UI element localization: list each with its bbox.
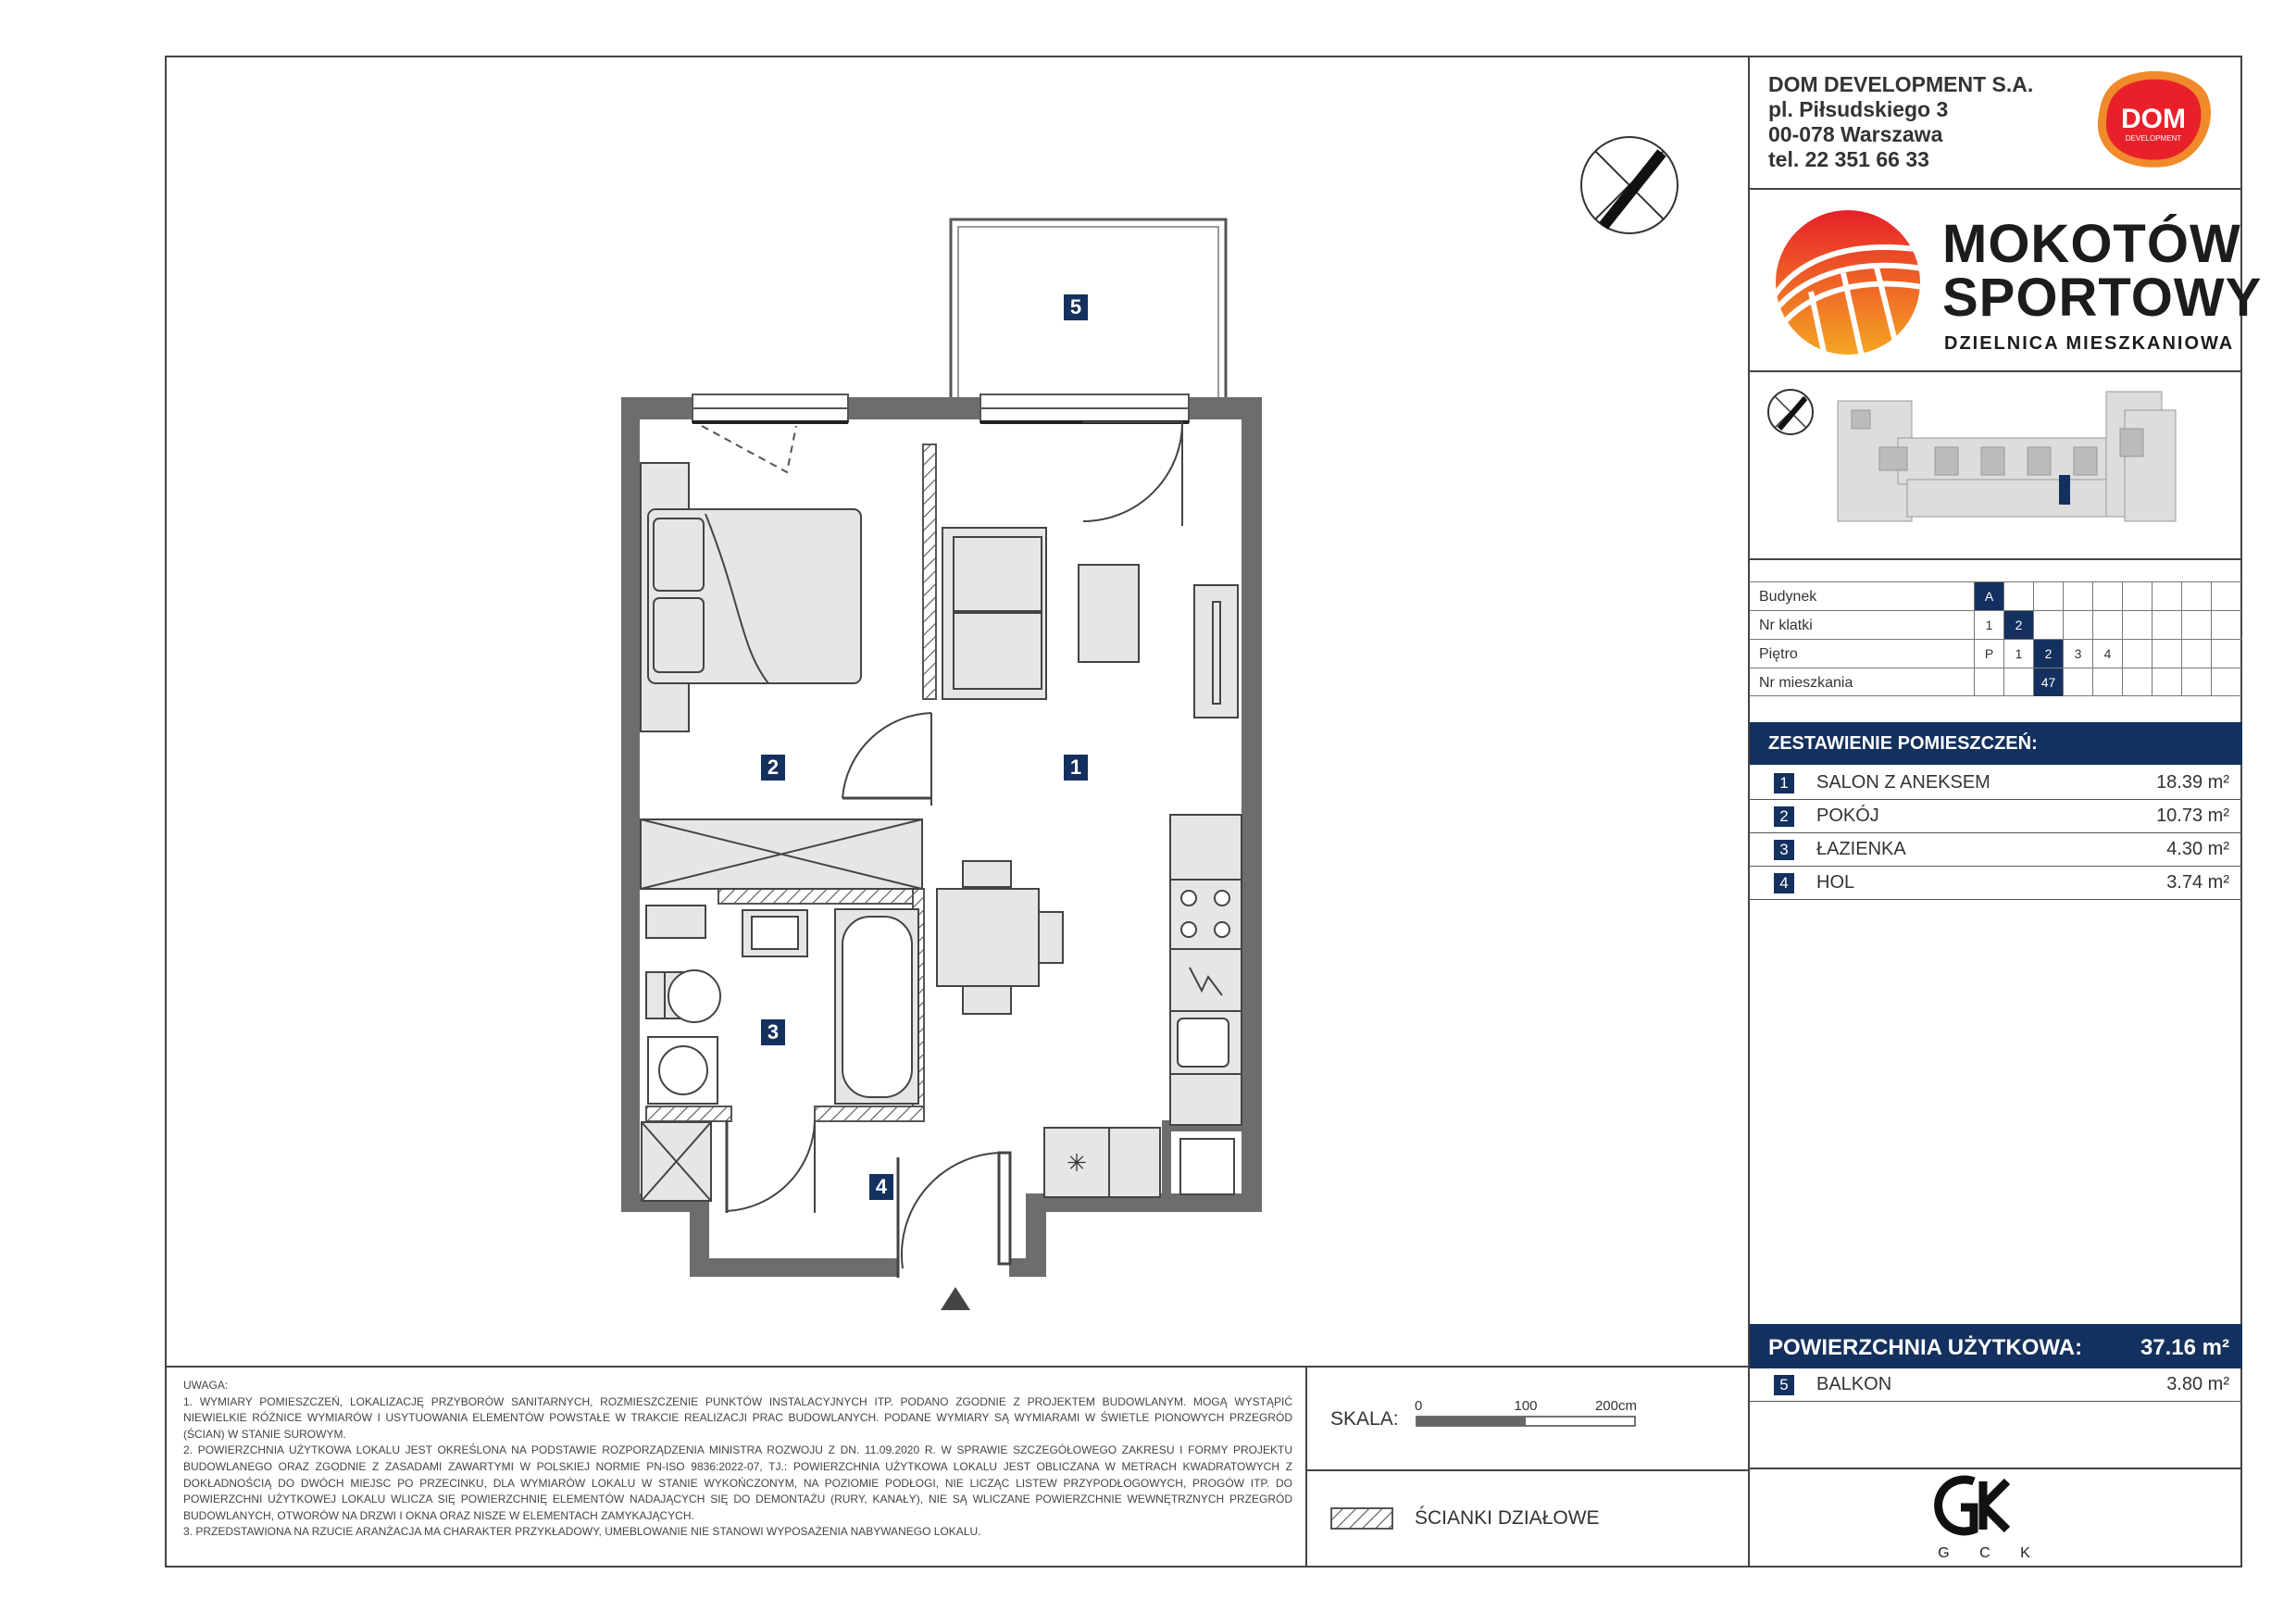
scale-legend-separator: [1305, 1469, 1748, 1471]
rooms-header: ZESTAWIENIE POMIESZCZEŃ:: [1750, 722, 2242, 765]
kitchen: [1044, 815, 1242, 1197]
hatch-legend-icon: [1330, 1507, 1395, 1531]
company-name: DOM DEVELOPMENT S.A.: [1768, 72, 2034, 96]
site-key-plan: [1750, 373, 2242, 558]
wardrobe: [641, 819, 922, 889]
svg-text:DEVELOPMENT: DEVELOPMENT: [2125, 134, 2182, 143]
company-address-1: pl. Piłsudskiego 3: [1768, 97, 1949, 121]
balcony: [951, 219, 1226, 400]
scale-label: SKALA:: [1330, 1408, 1399, 1430]
company-phone: tel. 22 351 66 33: [1768, 147, 1929, 171]
brand-title-2: SPORTOWY: [1942, 268, 2263, 328]
notes: UWAGA: 1. WYMIARY POMIESZCZEŃ, LOKALIZACJĘ PRZYBORÓW SANITARNYCH, ROZMIESZCZENIE PUNKTÓW INSTALACYJNYCH ITP. PODANO ZGODNIE Z PROJEKTEM BUDOWLANYM. MOGĄ WYSTĄPIĆ NIEWIELKIE RÓŻNICE WYMIARÓW I USYTUOWANIA ELEMENTÓW POWSTAŁE W TRAKCIE REALIZACJI PRAC BUDOWLANYCH. PODANE WYMIARY SĄ WYMIARAMI W ŚWIETLE PIONOWYCH PRZEGRÓD (ŚCIAN) W STANIE SUROWYM. 2. POWIERZCHNIA UŻYTKOWA LOKALU JEST OKREŚLONA NA PODSTAWIE ROZPORZĄDZENIA MINISTRA ROZWOJU Z DN. 11.09.2020 R. W SPRAWIE SZCZEGÓŁOWEGO ZAKRESU I FORMY PROJEKTU BUDOWLANEGO ORAZ ZGODNIE Z ZASADAMI ZAWARTYMI W POLSKIEJ NORMIE PN-ISO 9836:2022-07, TJ.: POWIERZCHNIA UŻYTKOWA LOKALU JEST OBLICZANA W METRACH KWADRATOWYCH Z DOKŁADNOŚCIĄ DO DWÓCH MIEJSC PO PRZECINKU, DLA WYMIARÓW LOKALU W STANIE WYKOŃCZONYM, NA POZIOMIE PODŁOGI, NIE LICZĄC LISTEW PRZYPODŁOGOWYCH, PROGÓW ITP. DO POWIERZCHNI UŻYTKOWEJ LOKALU WLICZA SIĘ POWIERZCHNIĘ ELEMENTÓW NADAJĄCYCH SIĘ DO DEMONTAŻU (RURY, KANAŁY), NIE SĄ WLICZANE POWIERZCHNIE WEWNĘTRZNYCH PRZEGRÓD BUDOWLANYCH, OTWORÓW NA DRZWI I OKNA ORAZ NISZE W ELEMENTACH ZAMYKAJĄCYCH. 3. PRZEDSTAWIONA NA RZUCIE ARANŻACJA MA CHARAKTER PRZYKŁADOWY, UMEBLOWANIE NIE STANOWI WYPOSAŻENIA NABYWANEGO LOKALU.: [183, 1379, 1292, 1539]
svg-text:✳: ✳: [1067, 1149, 1087, 1177]
notes-top-line: [165, 1366, 1748, 1368]
plan-label-2: 2: [761, 755, 785, 781]
svg-text:100: 100: [1514, 1398, 1538, 1414]
plan-label-5: 5: [1064, 294, 1088, 320]
selected-unit-marker: [2059, 475, 2070, 505]
svg-text:200cm: 200cm: [1594, 1398, 1637, 1414]
key-plan-compass-icon: [1768, 390, 1813, 434]
svg-text:DOM: DOM: [2121, 104, 2186, 134]
scale-bar: [1415, 1396, 1637, 1443]
svg-text:G C K: G C K: [1938, 1545, 2043, 1561]
floor-plan: [165, 56, 1748, 1366]
bed: [641, 463, 861, 731]
plan-label-1: 1: [1064, 755, 1088, 781]
mokotow-sportowy-brand: [1750, 190, 2263, 371]
compass-icon: [1581, 137, 1678, 233]
bathroom-fixtures: [642, 906, 918, 1201]
grid-row-mieszkanie: Nr mieszkania 47: [1750, 668, 2242, 696]
room-row: 2 POKÓJ 10.73 m²: [1750, 800, 2242, 833]
gck-logo: [1926, 1472, 2055, 1565]
company-info: [1768, 72, 2033, 172]
svg-text:0: 0: [1415, 1398, 1423, 1414]
grid-row-klatka: Nr klatki 1 2: [1750, 610, 2242, 639]
notes-separator: [1305, 1366, 1307, 1568]
grid-row-budynek: Budynek A: [1750, 581, 2242, 610]
room-row: 4 HOL 3.74 m²: [1750, 867, 2242, 900]
balcony-row: 5 BALKON 3.80 m²: [1750, 1368, 2242, 1402]
info-sidebar: [1748, 56, 2263, 1568]
company-address-2: 00-078 Warszawa: [1768, 122, 1943, 146]
dom-development-logo: [2090, 65, 2215, 176]
living-furniture: [942, 528, 1238, 718]
brand-subtitle: DZIELNICA MIESZKANIOWA: [1944, 333, 2235, 354]
dining-set: [937, 861, 1063, 1014]
entrance-arrow-icon: [941, 1287, 970, 1310]
room-row: 1 SALON Z ANEKSEM 18.39 m²: [1750, 767, 2242, 800]
grid-row-pietro: Piętro P 1 2 3 4: [1750, 639, 2242, 668]
partition-walls-legend: ŚCIANKI DZIAŁOWE: [1415, 1507, 1600, 1529]
room-row: 3 ŁAZIENKA 4.30 m²: [1750, 833, 2242, 867]
plan-label-3: 3: [761, 1019, 785, 1045]
usable-area-bar: POWIERZCHNIA UŻYTKOWA: 37.16 m²: [1750, 1324, 2242, 1368]
brand-logo-icon: [1774, 208, 1922, 356]
plan-label-4: 4: [869, 1174, 893, 1200]
brand-title-1: MOKOTÓW: [1942, 214, 2241, 274]
